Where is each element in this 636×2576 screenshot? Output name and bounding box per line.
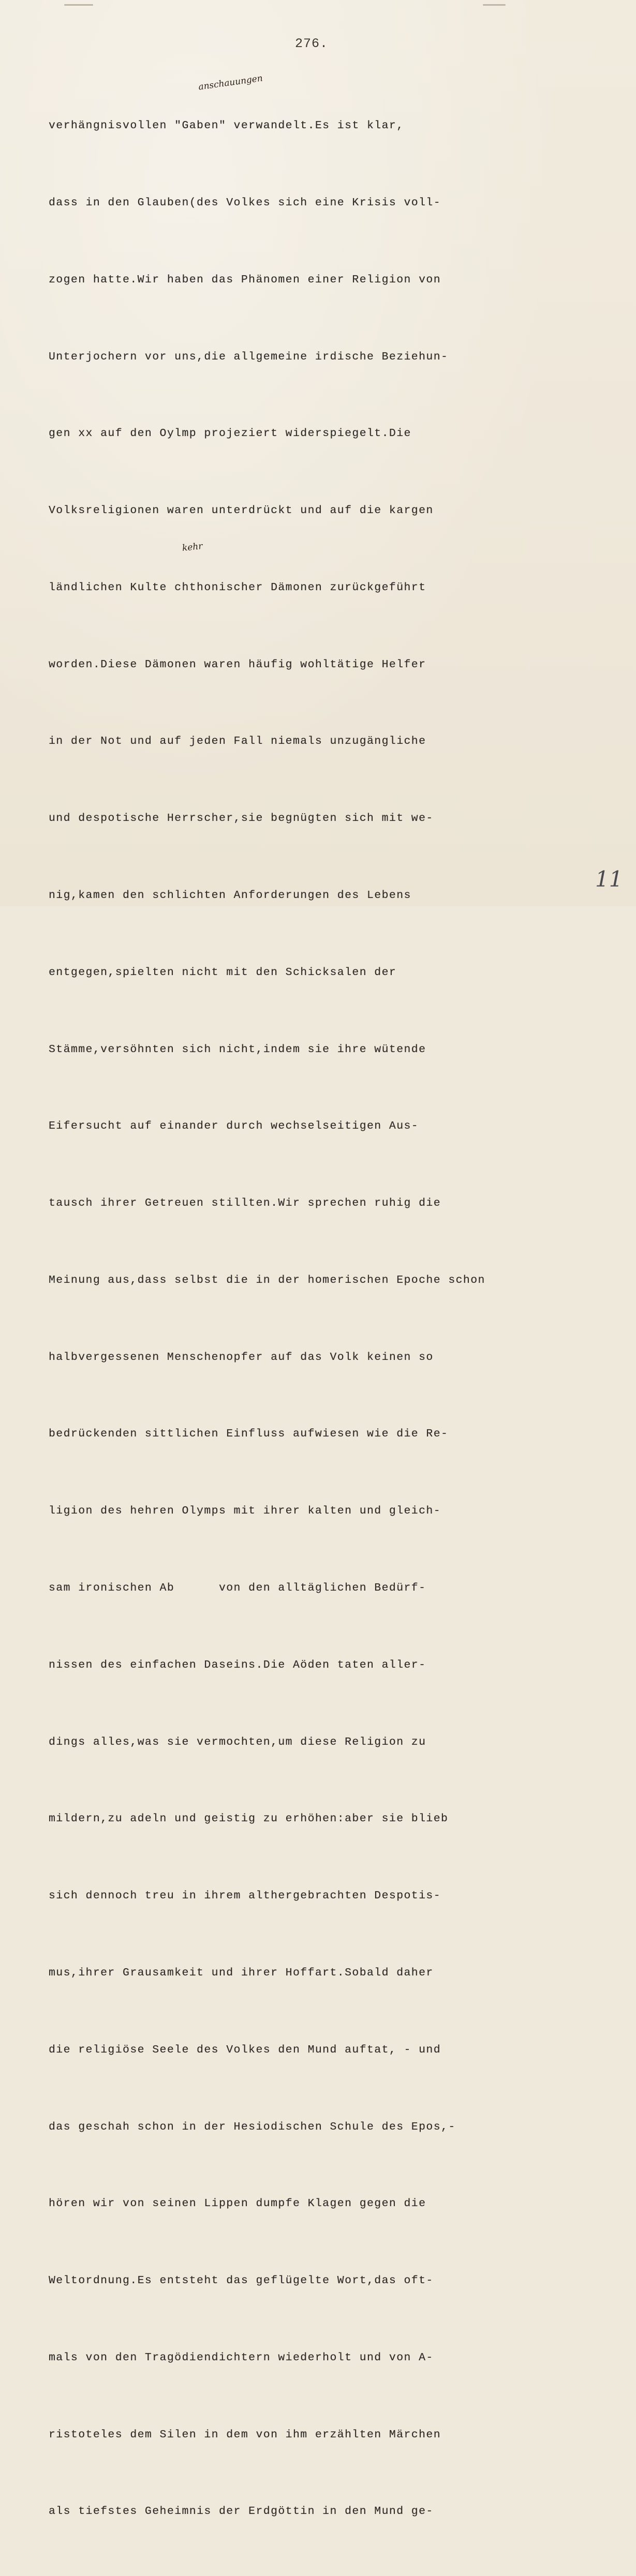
text-line: als tiefstes Geheimnis der Erdgöttin in den Mund ge- [49,2505,434,2518]
edge-mark-right [483,4,506,6]
text-line: mildern,zu adeln und geistig zu erhöhen:aber sie blieb [49,1813,449,1825]
text-line: ligion des hehren Olymps mit ihrer kalten und gleich- [49,1505,441,1518]
text-line: nig,kamen den schlichten Anforderungen des Lebens [49,889,411,902]
handwritten-insertion: anschauungen [198,73,263,93]
text-line: ländlichen Kulte chthonischer Dämonen zurückgeführt [49,581,426,594]
page-number: 276. [295,36,329,51]
text-line: Meinung aus,dass selbst die in der homerischen Epoche schon [49,1274,485,1286]
text-line: Stämme,versöhnten sich nicht,indem sie ihre wütende [49,1043,426,1056]
text-line: Eifersucht auf einander durch wechselseitigen Aus- [49,1120,419,1133]
text-line: dings alles,was sie vermochten,um diese Religion zu [49,1735,426,1748]
text-line: gen xx auf den Oylmp projeziert widerspiegelt.Die [49,427,411,440]
text-line: worden.Diese Dämonen waren häufig wohltätige Helfer [49,658,426,671]
text-line: zogen hatte.Wir haben das Phänomen einer Religion von [49,273,441,286]
handwritten-insertion: kehr [182,541,203,554]
text-line: sam ironischen Ab von den alltäglichen Bedürf- [49,1582,426,1595]
edge-mark-left [64,4,93,6]
text-line: sich dennoch treu in ihrem althergebrachten Despotis- [49,1890,441,1903]
text-line: das geschah schon in der Hesiodischen Schule des Epos,- [49,2120,456,2133]
text-line: hören wir von seinen Lippen dumpfe Klagen gegen die [49,2197,426,2210]
text-line: Unterjochern vor uns,die allgemeine irdische Beziehun- [49,350,449,363]
text-line: dass in den Glauben(des Volkes sich eine Krisis voll- [49,196,441,209]
text-line: und despotische Herrscher,sie begnügten sich mit we- [49,812,434,825]
text-line: verhängnisvollen "Gaben" verwandelt.Es ist klar, [49,119,404,132]
text-line: mus,ihrer Grausamkeit und ihrer Hoffart.Sobald daher [49,1966,434,1979]
text-line: halbvergessenen Menschenopfer auf das Volk keinen so [49,1351,434,1364]
text-line: nissen des einfachen Daseins.Die Aöden taten aller- [49,1658,426,1671]
text-line: ristoteles dem Silen in dem von ihm erzählten Märchen [49,2428,441,2441]
text-line: Volksreligionen waren unterdrückt und auf die kargen [49,504,434,517]
text-line: entgegen,spielten nicht mit den Schicksalen der [49,966,397,979]
text-line: die religiöse Seele des Volkes den Mund auftat, - und [49,2043,441,2056]
text-line: Weltordnung.Es entsteht das geflügelte Wort,das oft- [49,2274,434,2287]
text-line: tausch ihrer Getreuen stillten.Wir sprechen ruhig die [49,1197,441,1210]
margin-number: 11 [595,866,623,892]
text-line: in der Not und auf jeden Fall niemals unzugängliche [49,735,426,748]
typed-text-body [49,62,485,2576]
text-line: mals von den Tragödiendichtern wiederholt und von A- [49,2351,434,2364]
text-line: bedrückenden sittlichen Einfluss aufwiesen wie die Re- [49,1428,449,1441]
